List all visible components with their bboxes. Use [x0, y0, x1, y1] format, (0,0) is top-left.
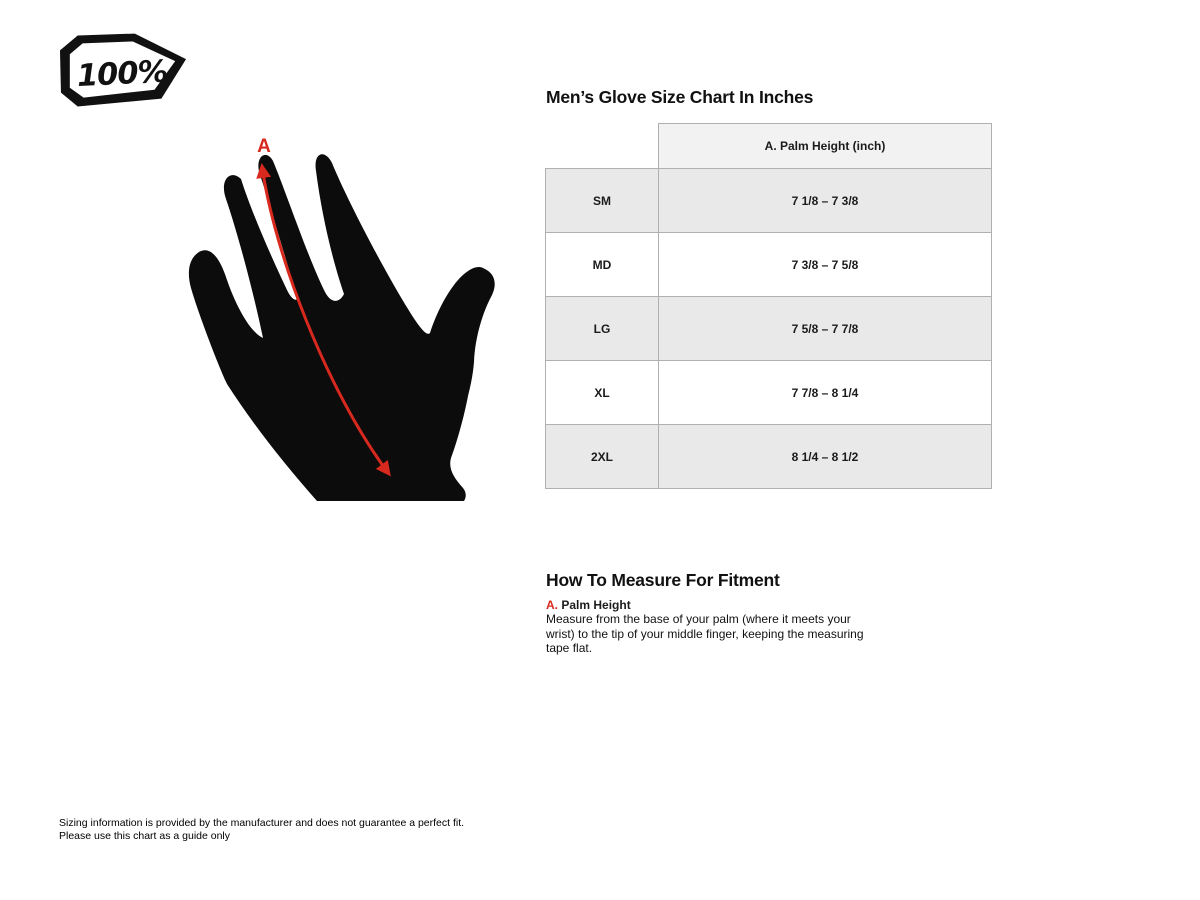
size-chart-title: Men’s Glove Size Chart In Inches	[546, 87, 814, 107]
sizing-disclaimer	[59, 817, 464, 842]
measurement-name: Palm Height	[561, 598, 631, 612]
palm-height-cell: 7 7/8 – 8 1/4	[659, 361, 992, 425]
hand-silhouette	[189, 154, 495, 501]
table-row	[546, 361, 992, 425]
measurement-name-line	[546, 598, 631, 612]
size-chart-table-container	[545, 123, 992, 489]
size-cell: MD	[546, 233, 659, 297]
size-cell: XL	[546, 361, 659, 425]
brand-logo	[58, 33, 188, 109]
brand-logo-badge	[58, 33, 188, 109]
table-row	[546, 233, 992, 297]
measurement-letter: A.	[546, 598, 558, 612]
description-line: wrist) to the tip of your middle finger, keeping the measuring	[546, 626, 864, 641]
disclaimer-line: Sizing information is provided by the manufacturer and does not guarantee a perfect fit.	[59, 817, 465, 829]
palm-height-cell: 7 1/8 – 7 3/8	[659, 169, 992, 233]
glove-silhouette-image	[180, 122, 500, 504]
table-row	[546, 169, 992, 233]
palm-height-cell: 7 3/8 – 7 5/8	[659, 233, 992, 297]
glove-diagram	[180, 122, 500, 504]
description-line: Measure from the base of your palm (where it meets your	[546, 612, 851, 626]
palm-height-cell: 8 1/4 – 8 1/2	[659, 425, 992, 489]
table-corner-cell	[546, 124, 659, 169]
palm-height-cell: 7 5/8 – 7 7/8	[659, 297, 992, 361]
table-row	[546, 425, 992, 489]
table-header-row	[546, 124, 992, 169]
size-cell: SM	[546, 169, 659, 233]
measurement-description	[546, 612, 864, 656]
brand-logo-text: 100%	[76, 54, 169, 95]
disclaimer-line: Please use this chart as a guide only	[59, 829, 231, 842]
measure-a-label: A	[257, 136, 271, 157]
table-row	[546, 297, 992, 361]
size-chart-table	[545, 123, 992, 489]
size-cell: LG	[546, 297, 659, 361]
description-line: tape flat.	[546, 641, 593, 656]
how-to-measure-title: How To Measure For Fitment	[546, 570, 780, 590]
size-cell: 2XL	[546, 425, 659, 489]
palm-height-column-header: A. Palm Height (inch)	[659, 124, 992, 169]
